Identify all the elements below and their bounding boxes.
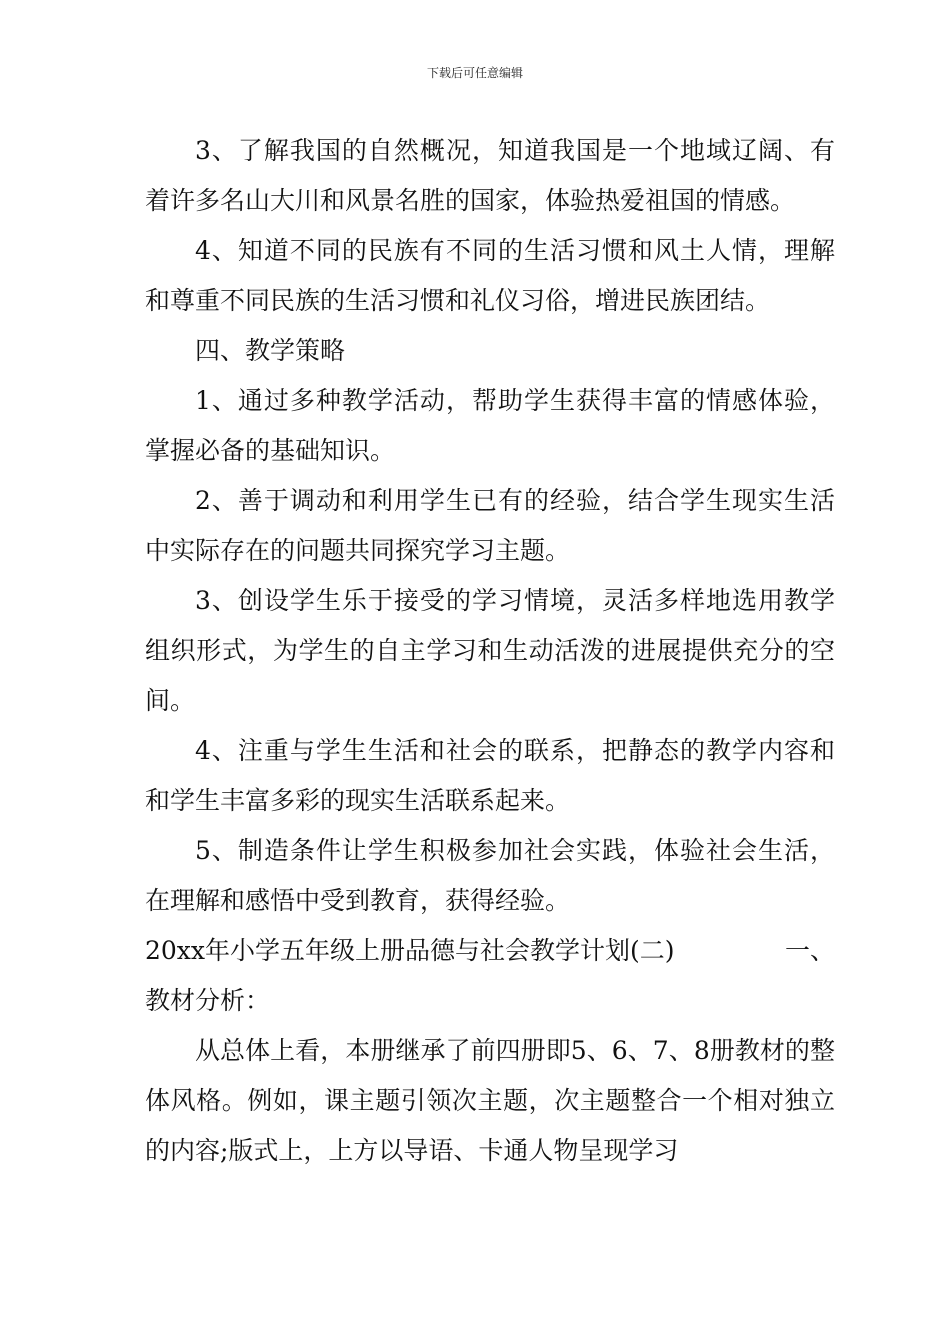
plan-title-section-number: 一、 (784, 936, 835, 965)
paragraph-goal-3: 3、了解我国的自然概况，知道我国是一个地域辽阔、有着许多名山大川和风景名胜的国家，体验热爱祖国的情感。 (145, 136, 835, 215)
document-body (145, 126, 835, 1176)
paragraph-strategy-5: 5、制造条件让学生积极参加社会实践，体验社会生活，在理解和感悟中受到教育，获得经验。 (145, 836, 835, 915)
paragraph-strategy-1: 1、通过多种教学活动，帮助学生获得丰富的情感体验，掌握必备的基础知识。 (145, 386, 835, 465)
paragraph-goal-4: 4、知道不同的民族有不同的生活习惯和风土人情，理解和尊重不同民族的生活习惯和礼仪习俗，增进民族团结。 (145, 236, 835, 315)
paragraph-strategy-2: 2、善于调动和利用学生已有的经验，结合学生现实生活中实际存在的问题共同探究学习主题。 (145, 486, 835, 565)
section-heading-textbook-analysis: 教材分析： (145, 986, 271, 1015)
plan-title-line (145, 926, 835, 976)
paragraph-strategy-4: 4、注重与学生生活和社会的联系，把静态的教学内容和和学生丰富多彩的现实生活联系起来。 (145, 736, 835, 815)
section-heading-teaching-strategy: 四、教学策略 (195, 336, 346, 365)
plan-title: 20xx年小学五年级上册品德与社会教学计划(二) (145, 936, 675, 965)
paragraph-textbook-overview: 从总体上看，本册继承了前四册即5、6、7、8册教材的整体风格。例如，课主题引领次主题，次主题整合一个相对独立的内容;版式上，上方以导语、卡通人物呈现学习 (145, 1036, 835, 1165)
page-header-note: 下载后可任意编辑 (426, 66, 523, 80)
paragraph-strategy-3: 3、创设学生乐于接受的学习情境，灵活多样地选用教学组织形式，为学生的自主学习和生动活泼的进展提供充分的空间。 (145, 586, 835, 715)
